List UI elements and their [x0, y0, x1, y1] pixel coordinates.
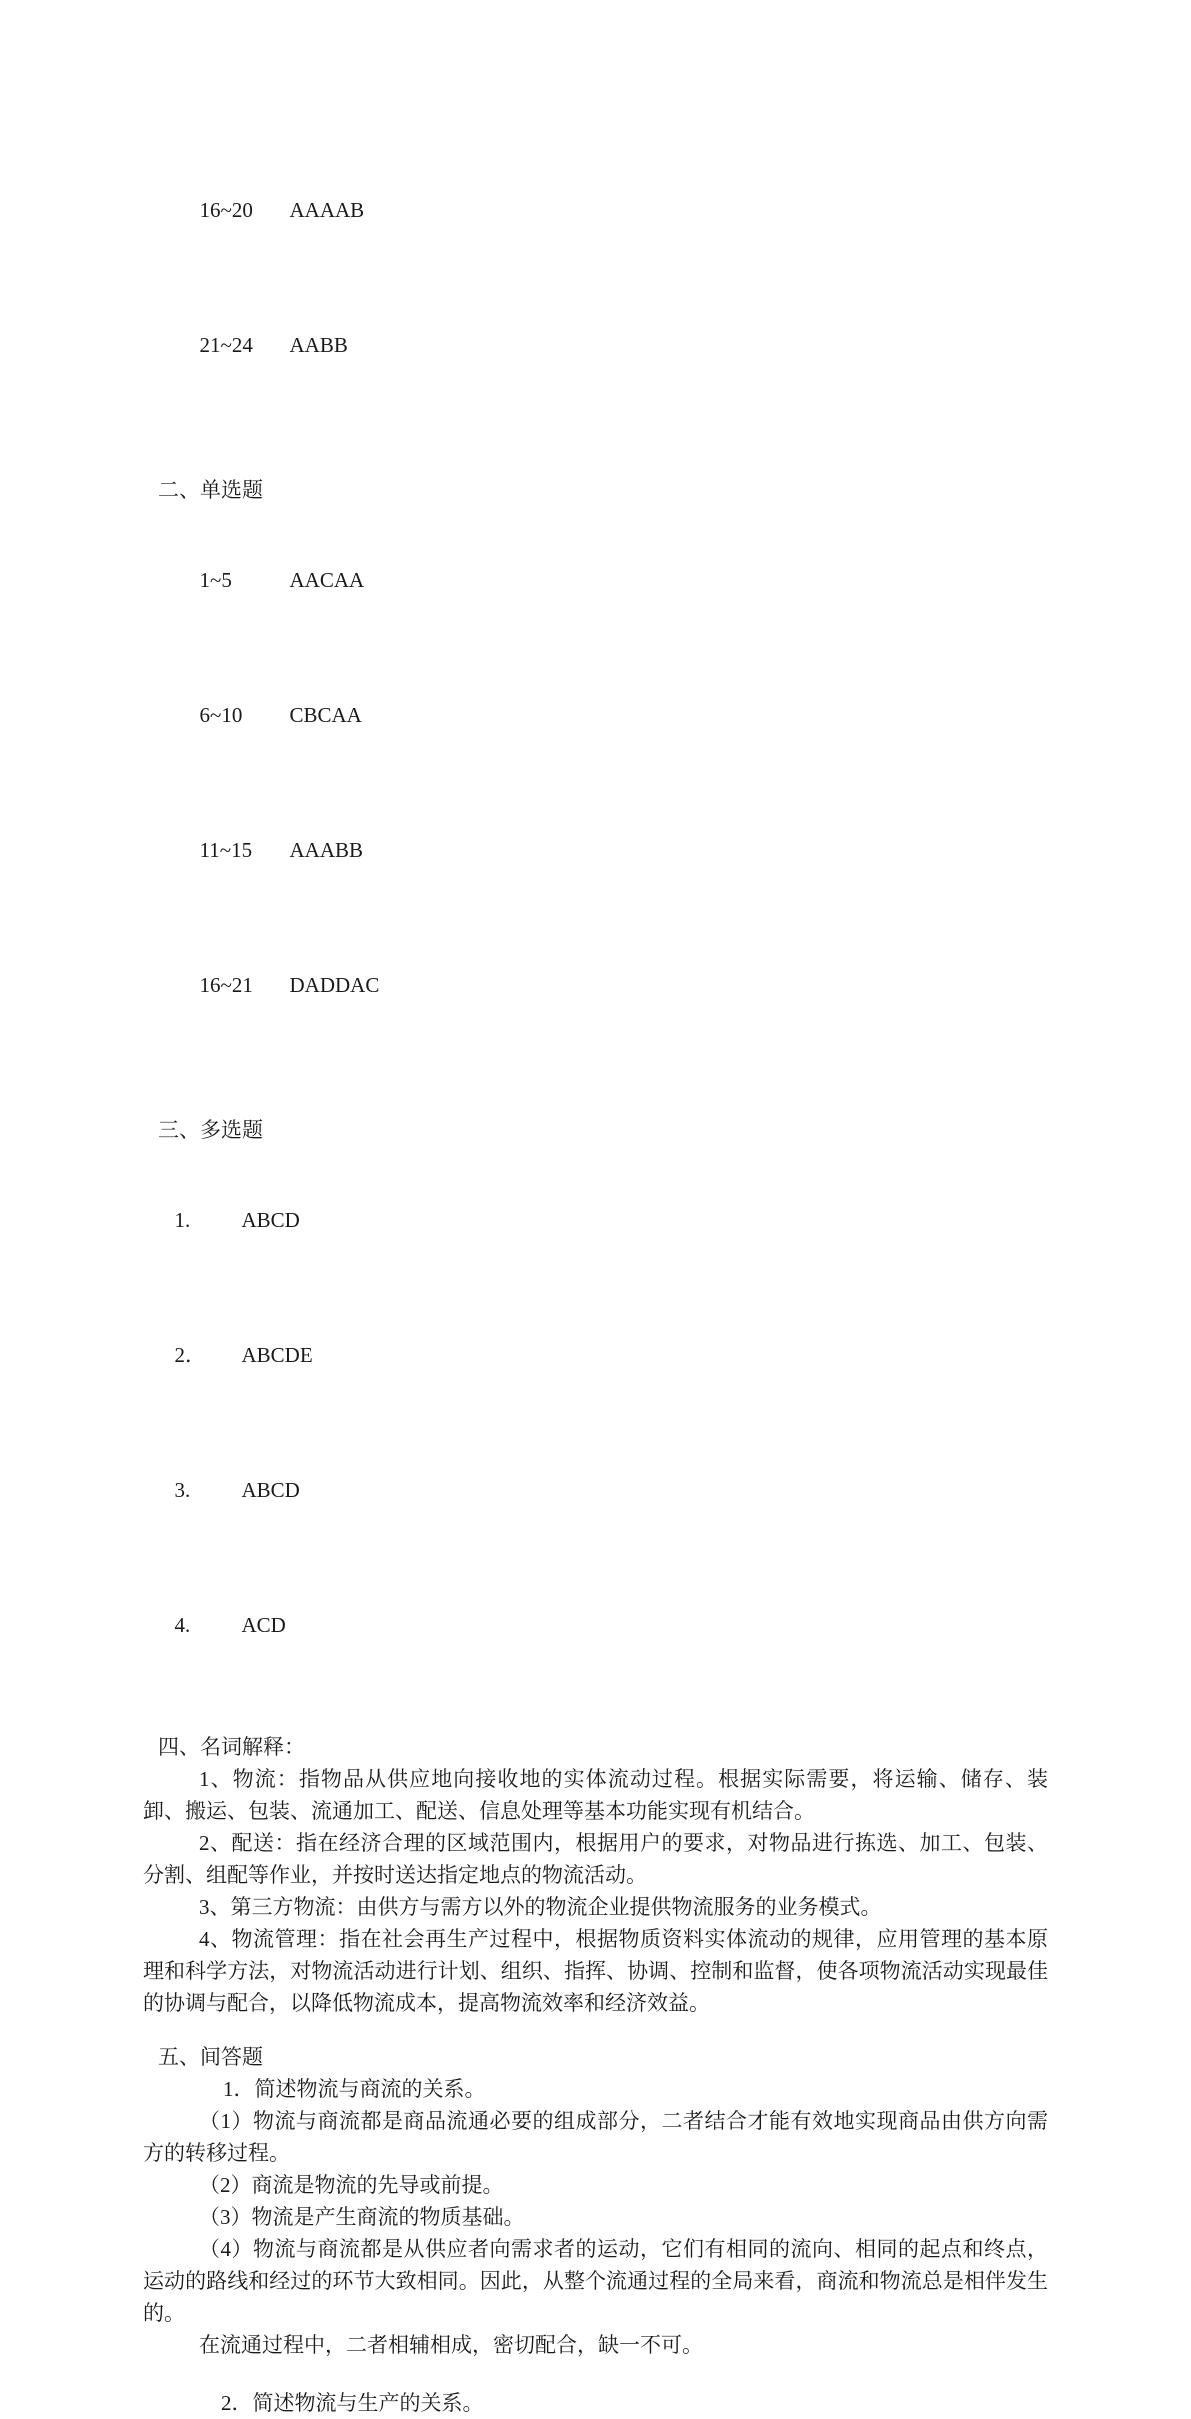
definition-paragraph: 4、物流管理：指在社会再生产过程中，根据物质资料实体流动的规律，应用管理的基本原理和科学方法，对物流活动进行计划、组织、指挥、协调、控制和监督，使各项物流活动实现最佳的协调与配合，以降低物流成本，提高物流效率和经济效益。 [143, 1927, 1048, 2015]
section-heading-definitions: 四、名词解释： [158, 1735, 305, 1759]
question-number: 3. [174, 1478, 191, 1502]
answer-range-row [143, 278, 1048, 413]
answer-item-row [143, 1153, 1048, 1288]
section-heading-multi-choice: 三、多选题 [158, 1118, 263, 1142]
question-range: 6~10 [199, 703, 243, 727]
answer-letters: AAAAB [289, 198, 365, 222]
answer-range-row [143, 143, 1048, 278]
question-range: 21~24 [199, 333, 253, 357]
section-single-choice [143, 468, 1048, 1053]
section-definitions [143, 1731, 1048, 2019]
question-number: 1. [174, 1208, 191, 1232]
qa-answer-point: （4）物流与商流都是从供应者向需求者的运动，它们有相同的流向、相同的起点和终点，运动的路线和经过的环节大致相同。因此，从整个流通过程的全局来看，商流和物流总是相伴发生的。 [143, 2237, 1048, 2325]
qa-answer-point: （1）物流与商流都是商品流通必要的组成部分，二者结合才能有效地实现商品由供方向需方的转移过程。 [143, 2109, 1048, 2165]
section-heading-single-choice: 二、单选题 [158, 478, 263, 502]
question-number: 2． [174, 1343, 206, 1367]
definition-paragraph: 3、第三方物流：由供方与需方以外的物流企业提供物流服务的业务模式。 [199, 1895, 882, 1919]
question-range: 16~21 [199, 973, 253, 997]
qa-answer-point: （3）物流是产生商流的物质基础。 [199, 2205, 525, 2229]
section-qa [143, 2041, 1048, 2419]
answer-item-row [143, 1288, 1048, 1423]
answer-letters: ABCD [241, 1478, 300, 1502]
answer-letters: ACD [241, 1613, 286, 1637]
answer-range-row [143, 918, 1048, 1053]
definition-paragraph: 1、物流：指物品从供应地向接收地的实体流动过程。根据实际需要，将运输、储存、装卸、搬运、包装、流通加工、配送、信息处理等基本功能实现有机结合。 [143, 1767, 1048, 1823]
definition-paragraph: 2、配送：指在经济合理的区域范围内，根据用户的要求，对物品进行拣选、加工、包装、分割、组配等作业，并按时送达指定地点的物流活动。 [143, 1831, 1048, 1887]
qa-question-1: 1．简述物流与商流的关系。 [223, 2077, 486, 2101]
answer-item-row [143, 1423, 1048, 1558]
section-multi-choice [143, 1108, 1048, 1693]
answer-letters: DADDAC [289, 973, 380, 997]
question-range: 16~20 [199, 198, 253, 222]
answer-letters: AACAA [289, 568, 365, 592]
answer-letters: ABCD [241, 1208, 300, 1232]
qa-question-2: 2．简述物流与生产的关系。 [221, 2391, 484, 2415]
answer-letters: ABCDE [241, 1343, 313, 1367]
question-number: 4. [174, 1613, 191, 1637]
qa-answer-point: （2）商流是物流的先导或前提。 [199, 2173, 504, 2197]
answer-letters: AABB [289, 333, 348, 357]
section-heading-qa: 五、间答题 [158, 2045, 263, 2069]
answer-item-row [143, 1558, 1048, 1693]
answer-range-row [143, 648, 1048, 783]
question-range: 1~5 [199, 568, 232, 592]
question-range: 11~15 [199, 838, 253, 862]
answer-letters: AAABB [289, 838, 364, 862]
section-fill-blank-answers [143, 143, 1048, 413]
qa-answer-note: 在流通过程中，二者相辅相成，密切配合，缺一不可。 [199, 2333, 703, 2357]
answer-letters: CBCAA [289, 703, 362, 727]
answer-range-row [143, 513, 1048, 648]
answer-range-row [143, 783, 1048, 918]
